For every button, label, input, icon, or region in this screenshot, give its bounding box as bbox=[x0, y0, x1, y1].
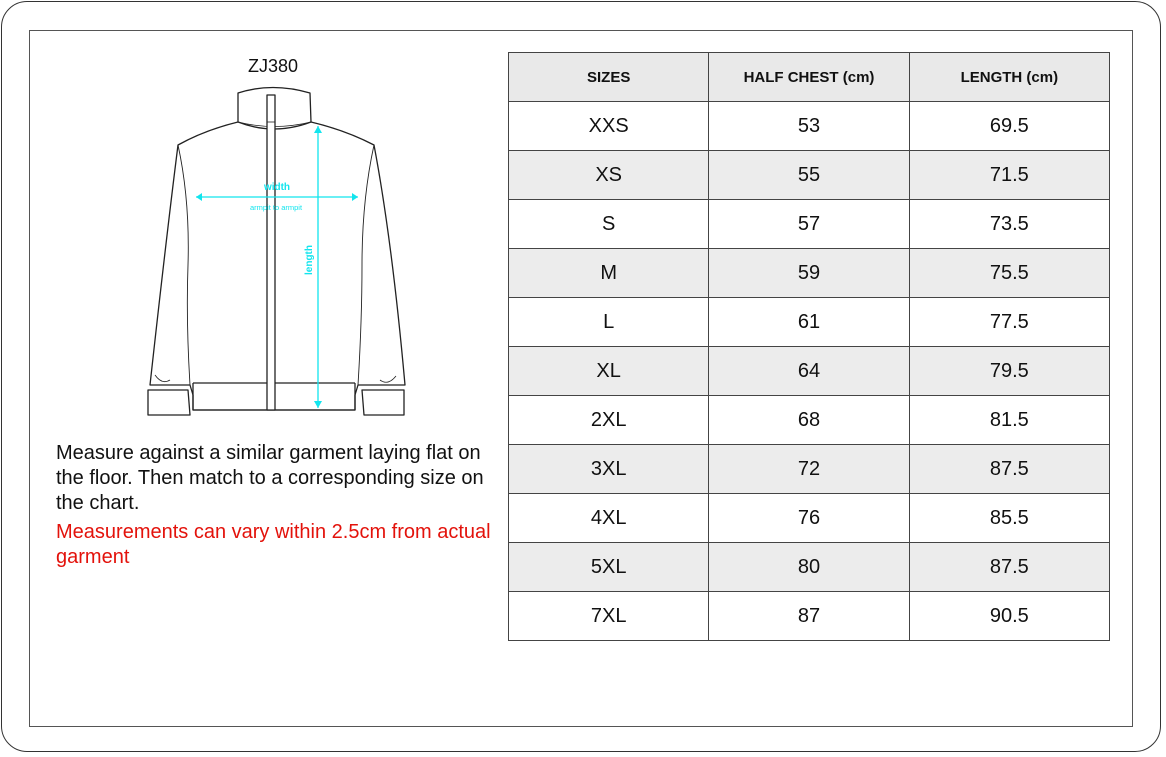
size-table bbox=[508, 52, 1110, 641]
length-cell: 75.5 bbox=[909, 249, 1109, 298]
size-cell: XS bbox=[509, 151, 709, 200]
half-chest-cell: 57 bbox=[709, 200, 909, 249]
table-row bbox=[509, 102, 1110, 151]
half-chest-cell: 76 bbox=[709, 494, 909, 543]
jacket-diagram bbox=[140, 85, 420, 420]
size-cell: 2XL bbox=[509, 396, 709, 445]
half-chest-cell: 68 bbox=[709, 396, 909, 445]
table-row bbox=[509, 298, 1110, 347]
length-cell: 87.5 bbox=[909, 445, 1109, 494]
length-cell: 79.5 bbox=[909, 347, 1109, 396]
half-chest-cell: 87 bbox=[709, 592, 909, 641]
size-cell: 3XL bbox=[509, 445, 709, 494]
table-row bbox=[509, 494, 1110, 543]
half-chest-cell: 55 bbox=[709, 151, 909, 200]
length-cell: 85.5 bbox=[909, 494, 1109, 543]
length-cell: 73.5 bbox=[909, 200, 1109, 249]
size-cell: 5XL bbox=[509, 543, 709, 592]
measurement-warning: Measurements can vary within 2.5cm from actual garment bbox=[56, 521, 491, 568]
left-cuff bbox=[148, 390, 190, 415]
size-cell: S bbox=[509, 200, 709, 249]
table-row bbox=[509, 396, 1110, 445]
half-chest-cell: 59 bbox=[709, 249, 909, 298]
length-label: length bbox=[304, 245, 315, 275]
half-chest-cell: 53 bbox=[709, 102, 909, 151]
measurement-note: Measure against a similar garment laying flat on the floor. Then match to a corresponding size on the chart. bbox=[56, 442, 484, 514]
size-cell: M bbox=[509, 249, 709, 298]
table-header-row bbox=[509, 53, 1110, 102]
table-row bbox=[509, 445, 1110, 494]
header-half-chest: HALF CHEST (cm) bbox=[709, 53, 909, 102]
length-cell: 90.5 bbox=[909, 592, 1109, 641]
length-cell: 77.5 bbox=[909, 298, 1109, 347]
size-cell: XXS bbox=[509, 102, 709, 151]
half-chest-cell: 64 bbox=[709, 347, 909, 396]
size-cell: 4XL bbox=[509, 494, 709, 543]
table-row bbox=[509, 249, 1110, 298]
length-cell: 81.5 bbox=[909, 396, 1109, 445]
right-cuff bbox=[362, 390, 404, 415]
size-cell: L bbox=[509, 298, 709, 347]
half-chest-cell: 80 bbox=[709, 543, 909, 592]
length-cell: 71.5 bbox=[909, 151, 1109, 200]
half-chest-cell: 72 bbox=[709, 445, 909, 494]
model-code: ZJ380 bbox=[248, 56, 299, 76]
length-cell: 69.5 bbox=[909, 102, 1109, 151]
header-sizes: SIZES bbox=[509, 53, 709, 102]
half-chest-cell: 61 bbox=[709, 298, 909, 347]
table-row bbox=[509, 347, 1110, 396]
length-cell: 87.5 bbox=[909, 543, 1109, 592]
width-label: width bbox=[263, 182, 291, 193]
zipper bbox=[267, 95, 275, 410]
size-cell: 7XL bbox=[509, 592, 709, 641]
table-row bbox=[509, 151, 1110, 200]
armpit-label: armpit to armpit bbox=[249, 203, 303, 212]
header-length: LENGTH (cm) bbox=[909, 53, 1109, 102]
table-row bbox=[509, 200, 1110, 249]
table-row bbox=[509, 543, 1110, 592]
table-row bbox=[509, 592, 1110, 641]
size-cell: XL bbox=[509, 347, 709, 396]
